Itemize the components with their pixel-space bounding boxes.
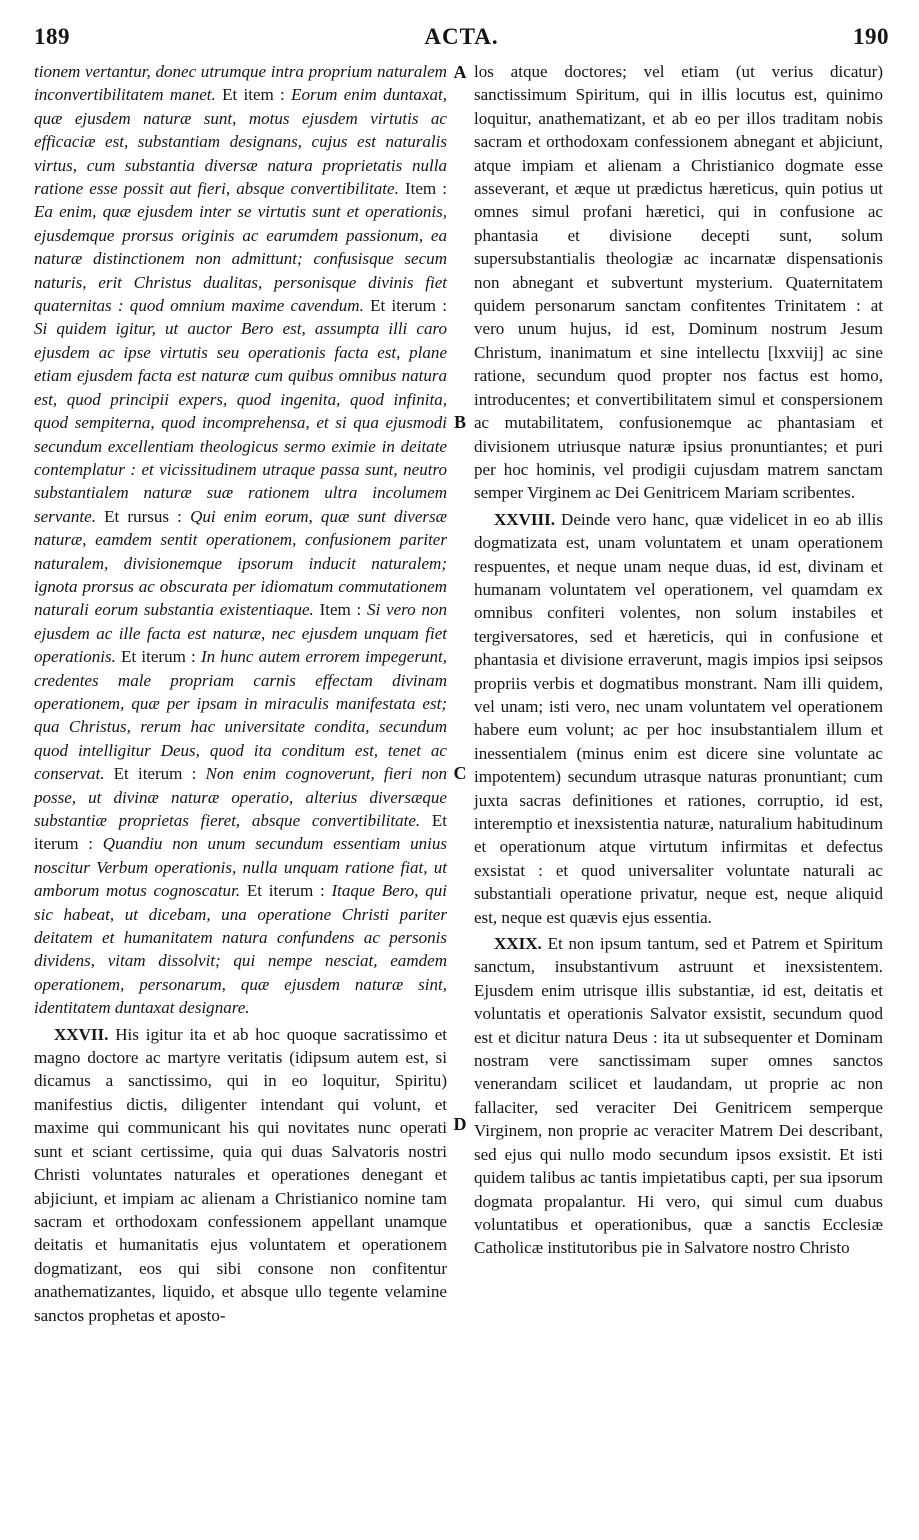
section-number-xxvii: XXVII. (54, 1024, 109, 1044)
left-paragraph-quotations: tionem vertantur, donec utrumque intra proprium naturalem inconvertibilitatem manet. Et item : Eorum enim duntaxat, quæ ejusdem naturæ sunt, motus ejusdem virtutis ac efficaciæ est, substantiam designans, cujus est naturalis virtus, cum substantia diversæ natura proprietatis nulla ratione esse possit aut fieri, absque convertibilitate. Item : Ea enim, quæ ejusdem inter se virtutis sunt et operationis, ejusdemque prorsus originis ac earumdem passionum, ea naturæ distinctionem non admittunt; confusisque secum naturis, erit Christus dualitas, personisque divinis fiet quaternitas : quod omnium maxime cavendum. Et iterum : Si quidem igitur, ut auctor Bero est, assumpta illi caro ejusdem ac ipse virtutis seu operationis facta est, plane etiam ejusdem facta est naturæ cum quibus omnibus natura est, quod principii expers, quod ingenita, quod infinita, quod sempiterna, quod incomprehensa, et si qua ejusmodi secundum excellentiam theologicus sermo eximie in deitate contemplatur : et vicissitudinem utraque passa sunt, neutro substantialem naturæ suæ rationem ultra incolumem servante. Et rursus : Qui enim eorum, quæ sunt diversæ naturæ, eamdem sentit operationem, confusionem pariter naturalem, divisionemque ipsorum inducit naturalem; ignota prorsus ac obscurata per idiomatum commutationem naturali eorum substantia existentiaque. Item : Si vero non ejusdem ac ille facta est naturæ, nec ejusdem unquam fiet operationis. Et iterum : In hunc autem errorem impegerunt, credentes male propriam carnis effectam divinam operationem, quæ per ipsam in miraculis manifestata est; qua Christus, rerum hac universitate condita, secundum quod intelligitur Deus, quod ita conditum est, tenet ac conservat. Et iterum : Non enim cognoverunt, fieri non posse, ut divinæ naturæ operatio, alterius diversæque substantiæ proprietas fieret, absque convertibilitate. Et iterum : Quandiu non unum secundum essentiam unius noscitur Verbum operationis, nulla unquam ratione fiat, ut amborum motus cognoscatur. Et iterum : Itaque Bero, qui sic habeat, ut dicebam, una operatione Christi pariter deitatem et humanitatem natura confundens ac personis dividens, vitam dissolvit; qui nempe nesciat, eamdem operationem, personarum, quæ ejusdem naturæ sint, identitatem duntaxat designare. (34, 62, 448, 1018)
paragraph-xxix: XXIX. Et non ipsum tantum, sed et Patrem et Spiritum sanctum, insubstantivum astruunt et inexsistentem. Ejusdem enim utrisque illis substantiæ, id est, deitatis et voluntatis et operationis Salvator exsistit, secundum quod est et dicitur natura Deus : ita ut subsequenter et Dominam nostram vere sanctissimam super omnes sanctos venerandam scilicet et laudandam, ut proprie ac non fallaciter, sed veraciter Dei Genitricem semperque Virginem, non proprie ac veraciter Matrem Dei describant, sed ejus qui nullo modo secundum ipsos exsistit. Et isti quidem talibus ac tantis impietatibus capti, per sua ipsorum dogmata propalantur. Hi vero, qui simul cum duabus voluntatibus et operationibus, quæ a sanctis Ecclesiæ Catholicæ institutoribus pie in Salvatore nostro Christo (474, 934, 883, 1258)
left-page-number: 189 (34, 24, 70, 49)
left-column (34, 60, 447, 1327)
right-paragraph-continuation: los atque doctores; vel etiam (ut verius dicatur) sanctissimum Spiritum, qui in illis locutus est, quinimo loquitur, anathematizant, et ab eo per illos traditam nobis sacram et orthodoxam confessionem abnegant et abjiciunt, atque impiam et alienam a Christianico dogmate esse asseverant, et æque ut prædictus hæreticus, quin potius ut omnes simul profani hæretici, qui in confusione ac phantasia et divisione decepti sunt, solum supersubstantialis theologiæ ac incarnatæ dispensationis non abnegant et subvertunt mysterium. Quaternitatem quidem personarum sanctam confitentes Trinitatem : at vero unum hujus, id est, Dominum nostrum Jesum Christum, inanimatum et sine intellectu [lxxviij] ac sine ratione, secundum quod propter nos factus est homo, introducentes; et convertibilitatem simul et conspersionem ac mutabilitatem, confusionemque ac phantasiam et divisionem utriusque naturæ ipsius pronuntiantes; et puri per hoc hominis, vel prodigii cujusdam matrem sanctam semper Virginem ac Dei Genitricem Mariam scribentes. (474, 62, 883, 503)
running-title: ACTA. (424, 24, 499, 49)
right-page-number: 190 (853, 24, 889, 49)
page-header (34, 24, 889, 58)
margin-marker-c: C (453, 763, 467, 783)
right-column (474, 60, 883, 1260)
section-number-xxix: XXIX. (494, 934, 542, 954)
margin-marker-a: A (453, 62, 467, 82)
margin-marker-d: D (453, 1114, 467, 1134)
paragraph-xxviii: XXVIII. Deinde vero hanc, quæ videlicet in eo ab illis dogmatizata est, unam voluntatem et unam operationem respuentes, et neque unam neque duas, id est, divinam et humanam voluntatem vel operationem, vel quamdam ex omnibus confiteri volentes, non solum instabiles et tergiversatores, sed et hæreticis, qui in confusione et phantasia et divisione erraverunt, magis impios ipsi seipsos propriis verbis et dogmatibus monstrant. Nam illi quidem, vel unam; isti vero, nec unam voluntatem vel operationem habere eum volunt; ac per hoc insubstantialem illum et inessentialem (minus enim est dicere sine voluntate ac impotentem) secundum utrasque naturas pronuntiant; cum juxta sacras definitiones et rationes, corruptio, id est, interemptio et inexsistentia naturæ, naturalium habitudinum et operationum atque virtutum infirmitas et defectus exsistat : et quod universaliter voluntate naturali ac substantiali operatione privatur, neque est, neque aliquid est, neque est quævis ejus essentia. (474, 509, 883, 927)
paragraph-xxvii: XXVII. His igitur ita et ab hoc quoque sacratissimo et magno doctore ac martyre veritatis (idipsum autem est, si dicamus a sanctissimo, qui in eo loquitur, Spiritu) manifestius dictis, diligenter intendant qui volunt, et maxime qui communicant his qui novitates nunc operati sunt et sciant certissime, quia qui duas Salvatoris nostri Christi voluntates naturales et operationes denegant et abjiciunt, et impiam ac alienam a Christianico nomine tam sacram et orthodoxam confessionem appellant unamque deitatis et humanitatis ejus voluntatem et operationem dogmatizant, eos qui sibi consone non confitentur anathematizantes, liquido, et absque ullo tegente velamine sanctos prophetas et aposto- (34, 1024, 447, 1325)
section-number-xxviii: XXVIII. (494, 509, 556, 529)
margin-marker-b: B (453, 412, 466, 432)
